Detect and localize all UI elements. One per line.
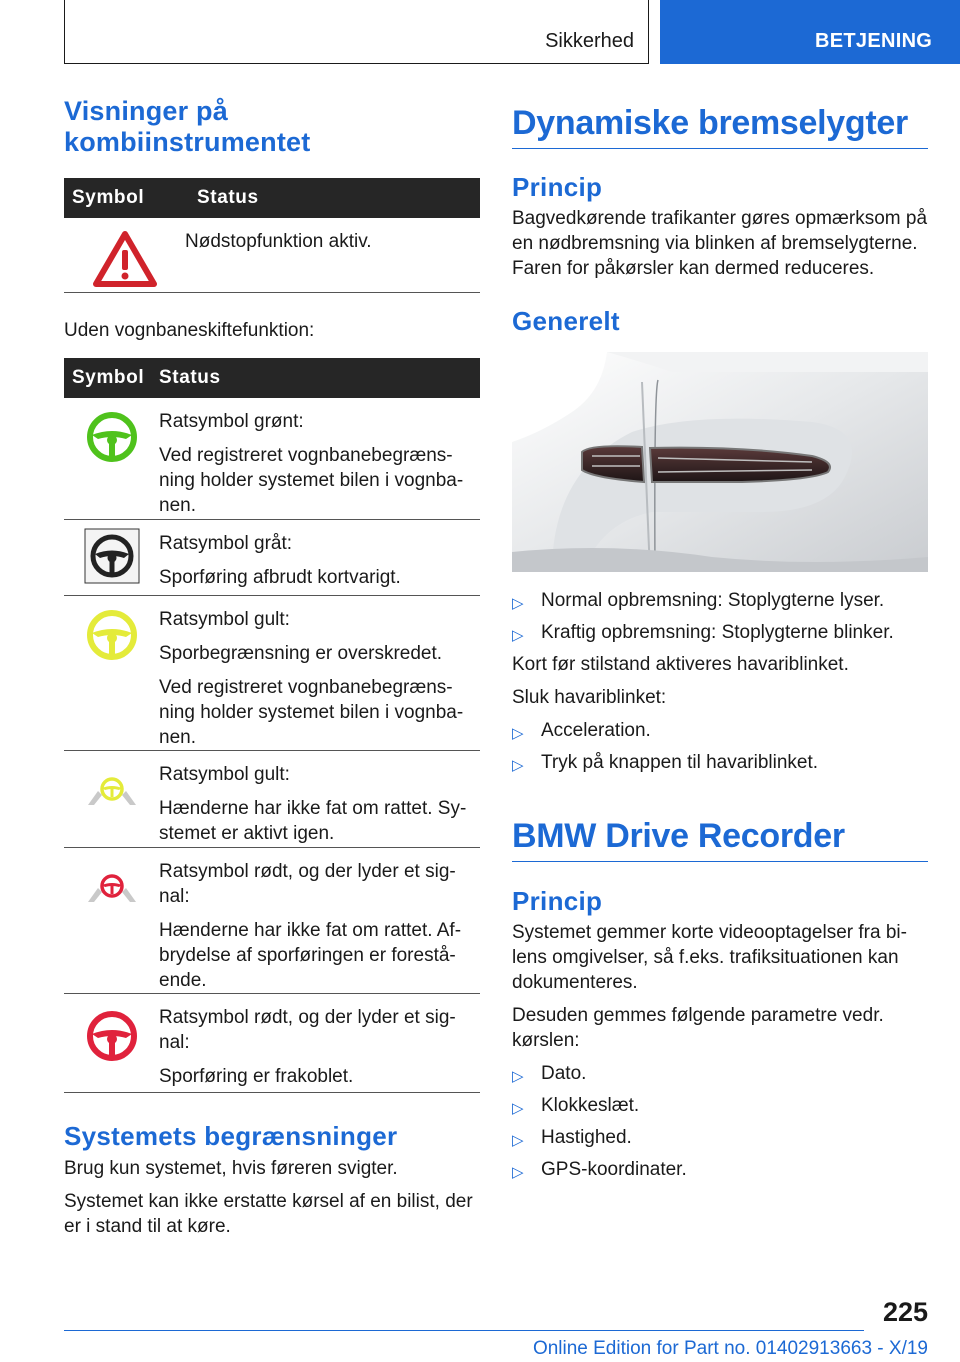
list-item-text: Hastighed.	[541, 1127, 632, 1148]
list-item	[512, 1061, 928, 1086]
status-cell	[159, 398, 480, 519]
status-cell	[159, 848, 480, 993]
triangle-bullet-icon: ▷	[512, 1164, 524, 1181]
status-text: Sporbegrænsning er overskredet.	[159, 643, 443, 664]
footer-divider	[64, 1330, 864, 1331]
limits-heading: Systemets begrænsninger	[64, 1121, 398, 1151]
table-row	[64, 751, 480, 848]
list-item-text: Klokkeslæt.	[541, 1095, 640, 1116]
left-column	[64, 96, 480, 1247]
list-item	[512, 1125, 928, 1150]
list-item	[512, 1157, 928, 1182]
col-status-header: Status	[197, 187, 259, 208]
heading-dynamic-brake-lights: Dynamiske bremselygter	[512, 100, 928, 149]
bullet-list-braking	[512, 588, 928, 645]
status-cell	[159, 520, 480, 595]
right-column	[512, 100, 928, 1189]
status-cell	[159, 596, 480, 750]
limits-text-2: Systemet kan ikke erstatte kørsel af en bilist, der er i stand til at køre.	[64, 1191, 473, 1237]
principle-2-text-2: Desuden gemmes følgende parametre vedr. kørslen:	[512, 1005, 884, 1051]
status-text: Hænderne har ikke fat om rattet. Af-brydelse af sporføringen er forestå-ende.	[159, 920, 462, 991]
status-text: Ratsymbol rødt, og der lyder et sig-nal:	[159, 861, 456, 907]
triangle-bullet-icon: ▷	[512, 595, 524, 612]
col-symbol-header: Symbol	[72, 187, 145, 208]
list-item-text: Normal opbremsning: Stoplygterne lyser.	[541, 590, 885, 611]
section-heading-displays: Visninger på kombiinstrumentet	[64, 96, 311, 157]
status-text: Ved registreret vognbanebegræns-ning holder systemet bilen i vognba-nen.	[159, 445, 464, 516]
steering-wheel-yellow-hands-icon	[64, 751, 159, 847]
limits-text-1: Brug kun systemet, hvis føreren svigter.	[64, 1158, 398, 1179]
list-item-text: Kraftig opbremsning: Stoplygterne blinker.	[541, 622, 894, 643]
bullet-list-hazard-off	[512, 718, 928, 775]
list-item-text: Dato.	[541, 1063, 587, 1084]
col-symbol-header: Symbol	[72, 367, 145, 388]
list-item-text: Tryk på knappen til havariblinket.	[541, 752, 819, 773]
list-item	[512, 1093, 928, 1118]
col-status-header: Status	[159, 367, 221, 388]
table-row	[64, 398, 480, 520]
triangle-bullet-icon: ▷	[512, 725, 524, 742]
page-number: 225	[882, 1297, 928, 1327]
hazard-text: Kort før stilstand aktiveres havariblinket.	[512, 654, 849, 675]
status-text: Nødstopfunktion aktiv.	[185, 231, 372, 252]
hazard-off-text: Sluk havariblinket:	[512, 687, 667, 708]
triangle-bullet-icon: ▷	[512, 627, 524, 644]
status-text: Hænderne har ikke fat om rattet. Sy-stemet er aktivt igen.	[159, 798, 467, 844]
intro-no-lane-change: Uden vognbaneskiftefunktion:	[64, 320, 315, 341]
symbol-table-2	[64, 358, 480, 1093]
status-text: Ratsymbol gult:	[159, 764, 290, 785]
status-text: Sporføring afbrudt kortvarigt.	[159, 567, 401, 588]
status-text: Ved registreret vognbanebegræns-ning holder systemet bilen i vognba-nen.	[159, 677, 464, 748]
triangle-bullet-icon: ▷	[512, 757, 524, 774]
footer-edition: Online Edition for Part no. 01402913663 - X/19	[532, 1338, 928, 1359]
steering-wheel-yellow-icon	[64, 596, 159, 750]
steering-wheel-green-icon	[64, 398, 159, 519]
chapter-title: BETJENING	[815, 30, 933, 52]
table-row	[64, 994, 480, 1093]
status-text: Ratsymbol rødt, og der lyder et sig-nal:	[159, 1007, 456, 1053]
principle-heading-2: Princip	[512, 886, 603, 916]
status-cell	[159, 751, 480, 847]
status-text: Sporføring er frakoblet.	[159, 1066, 354, 1087]
list-item-text: GPS-koordinater.	[541, 1159, 687, 1180]
list-item	[512, 620, 928, 645]
principle-heading: Princip	[512, 172, 603, 202]
list-item-text: Acceleration.	[541, 720, 651, 741]
list-item	[512, 750, 928, 775]
table-header	[64, 358, 480, 398]
status-text: Ratsymbol gråt:	[159, 533, 293, 554]
heading-drive-recorder: BMW Drive Recorder	[512, 813, 928, 862]
header-chapter-tab	[660, 0, 960, 64]
triangle-bullet-icon: ▷	[512, 1132, 524, 1149]
status-text: Ratsymbol grønt:	[159, 411, 304, 432]
status-text: Ratsymbol gult:	[159, 609, 290, 630]
principle-text: Bagvedkørende trafikanter gøres opmærksom på en nødbremsning via blinken af bremselygterne. Faren for påkørsler kan dermed reduceres.	[512, 208, 928, 279]
tail-light-image	[512, 352, 928, 572]
table-header	[64, 178, 480, 218]
bullet-list-parameters	[512, 1061, 928, 1182]
warning-triangle-icon	[64, 218, 185, 292]
triangle-bullet-icon: ▷	[512, 1068, 524, 1085]
symbol-table-1	[64, 178, 480, 293]
steering-wheel-red-hands-icon	[64, 848, 159, 993]
principle-2-text-1: Systemet gemmer korte videooptagelser fra bi-lens omgivelser, så f.eks. trafiksituationen kan dokumenteres.	[512, 922, 907, 993]
table-row	[64, 848, 480, 994]
steering-wheel-red-icon	[64, 994, 159, 1092]
section-title: Sikkerhed	[545, 30, 634, 52]
status-cell	[185, 218, 480, 292]
table-row	[64, 218, 480, 293]
triangle-bullet-icon: ▷	[512, 1100, 524, 1117]
list-item	[512, 718, 928, 743]
steering-wheel-gray-icon	[64, 520, 159, 595]
header-section-box	[64, 0, 649, 64]
list-item	[512, 588, 928, 613]
general-heading: Generelt	[512, 306, 620, 336]
status-cell	[159, 994, 480, 1092]
table-row	[64, 520, 480, 596]
table-row	[64, 596, 480, 751]
